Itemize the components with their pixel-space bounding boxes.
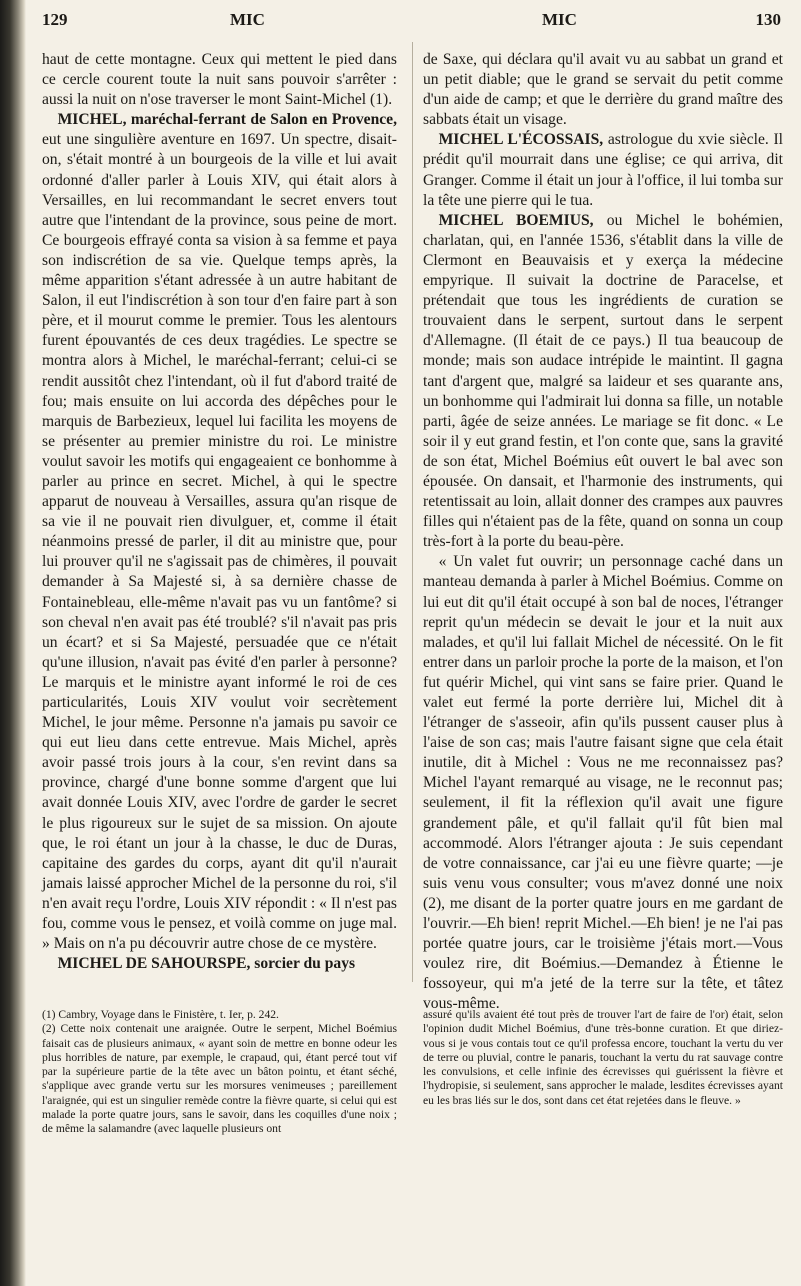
entry-text: eut une singulière aventure en 1697. Un spectre, disait-on, s'était montré à un bourgeois de la ville et lui avait ordonné d'aller parler à Louis XIV, qui était alors à Versailles, en lui recommandant le secret envers tout autre que l'intendant de la province, sous peine de mort. Ce bourgeois effrayé conta sa vision à sa femme et paya son indiscrétion de sa vie. Quelque temps après, la même apparition s'étant adressée à un autre habitant de Salon, il eut l'indiscrétion à son tour d'en faire part à son père, et il mourut comme le premier. Tous les alentours furent épouvantés de ces deux tragédies. Le spectre se montra alors à Michel, le maréchal-ferrant; celui-ci se rendit aussitôt chez l'intendant, où il fut d'abord traité de fou; mais ensuite on lui accorda des dépêches pour le marquis de Barbezieux, lequel lui facilita les moyens de se présenter au premier ministre du roi. Le ministre voulut savoir les motifs qui engageaient ce bonhomme à parler au prince en secret. Michel, à qui le spectre apparut de nouveau à Versailles, assura qu'an risque de sa vie il ne pouvait rien divulguer, et, comme il était néanmoins pressé de parler, il dit au ministre que, pour lui prouver qu'il ne s'agissait pas de chimères, il pouvait demander à Sa Majesté si, à sa dernière chasse de Fontainebleau, elle-même n'avait pas vu un fantôme? si son cheval n'en avait pas été troublé? s'il n'avait pas pris un écart? et si Sa Majesté, persuadée que ce n'était qu'une illusion, n'avait pas évité d'en parler à personne? Le marquis et le ministre ayant informé le roi de ces particularités, Louis XIV voulut voir secrètement Michel, le jour même. Personne n'a jamais pu savoir ce qui eut lieu dans cette entrevue. Mais Michel, après avoir passé trois jours à la cour, s'en revint dans sa province, chargé d'une bonne somme d'argent que lui avait donnée Louis XIV, avec l'ordre de garder le secret le plus rigoureux sur le sujet de sa mission. On ajoute que, le roi étant un jour à la chasse, le duc de Duras, capitaine des gardes du corps, ayant dit qu'il n'aurait jamais laissé approcher Michel de la personne du roi, s'il n'en avait reçu l'ordre, Louis XIV répondit : « Il n'est pas fou, comme vous le pensez, et voilà comme on juge mal. » Mais on n'a pu découvrir autre chose de ce mystère.	[42, 131, 397, 953]
entry-michel-boemius	[423, 211, 783, 553]
footnotes-right	[423, 1008, 783, 1108]
entry-text: ou Michel le bohémien, charlatan, qui, en l'année 1536, s'établit dans la ville de Clermont en Beauvaisis et y exerça la médecine empyrique. Il suivait la doctrine de Paracelse, et prétendait que tous les ingrédients de curation se trouvaient dans le serpent, surtout dans le serpent d'Allemagne. (Il était de ce pays.) Il tua beaucoup de monde; mais son audace intrépide le maintint. Il gagna tant d'argent que, malgré sa laideur et ses quarante ans, un bonhomme qui l'admirait lui donna sa fille, un notable parti, âgée de seize années. Le mariage se fit donc. « Le soir il y eut grand festin, et l'on conte que, sans la gravité de son état, Michel Boémius eût ouvert le bal avec son épousée. On dansait, et l'harmonie des instruments, qui retentissait au loin, allait donner des crampes aux pauvres filles qui n'étaient pas de la fête, quand on sonna un coup très-fort à la porte du beau-père.	[423, 211, 783, 551]
entry-heading: MICHEL L'ÉCOSSAIS,	[438, 131, 604, 149]
paragraph-text: « Un valet fut ouvrir; un personnage caché dans un manteau demanda à parler à Michel Boémius. Comme on lui eut dit qu'il était occupé à son bal de noces, l'étranger reprit qu'un médecin se devait le jour et la nuit aux malades, et qu'il lui fallait Michel de nécessité. On le fit entrer dans un parloir proche la porte de la maison, et l'on fut quérir Michel, qui vint sans se faire prier. Quand le valet eut fermé la porte derrière lui, Michel dit à l'étranger de s'asseoir, afin qu'ils pussent causer plus à l'aise de son cas; mais l'autre faisant signe que cela était inutile, dit à Michel : Vous ne me reconnaissez pas? Michel l'ayant remarqué au visage, ne le reconnut pas; seulement, il fit la réflexion qu'il avait une figure grandement pâle, et qu'il fallait qu'il fût bien mal accommodé. Alors l'étranger ajouta : Je suis cependant de votre connaissance, car j'ai eu une fièvre quarte; —je suis venu vous consulter; vous m'avez donné une noix (2), me disant de la porter quatre jours en me gardant de l'ouvrir.—Eh bien! reprit Michel.—Eh bien! je ne l'ai pas portée quatre jours, car le troisième j'étais mort.—Vous voulez rire, dit Boémius.—Demandez à Étienne le fossoyeur, qui m'a jeté de la terre sur la tête, et tâtez vous-même.	[423, 553, 783, 1013]
column-divider	[412, 42, 413, 982]
paragraph	[423, 552, 783, 1014]
guide-word-left: MIC	[230, 10, 265, 29]
footnote-2-continued: assuré qu'ils avaient été tout près de trouver l'art de faire de l'or) était, selon l'opinion dudit Michel Boémius, d'une très-bonne curation. Et que diriez-vous si je vous contais tout ce qu'il professa encore, touchant la vertu du ver de terre ou pluvial, contre le panaris, touchant la vertu du rat sauvage contre les convulsions, et celle infinie des écrevisses qui guérissent la fièvre et l'hydropisie, si seulement, sans approcher le malade, lesdites écrevisses ayant eu les bras liés sur le dos, sont dans cet état rejetées dans le fleuve. »	[423, 1008, 783, 1107]
book-binding-shadow	[0, 0, 26, 1286]
entry-heading: MICHEL, maréchal-ferrant de Salon en Provence,	[57, 111, 397, 129]
entry-michel-sahourspe	[42, 954, 397, 974]
entry-michel-marechal	[42, 110, 397, 954]
footnote-1: (1) Cambry, Voyage dans le Finistère, t. Ier, p. 242.	[42, 1008, 279, 1021]
entry-heading: MICHEL DE SAHOURSPE, sorcier du pays	[57, 955, 356, 973]
left-column	[42, 50, 397, 974]
footnotes-left	[42, 1008, 397, 1137]
page-number-left: 129	[42, 10, 68, 29]
page-number-right: 130	[755, 10, 781, 29]
entry-heading: MICHEL BOEMIUS,	[438, 211, 594, 229]
running-header	[42, 10, 781, 36]
guide-word-right: MIC	[542, 10, 577, 29]
right-column	[423, 50, 783, 1015]
entry-text: astrologue du xvie siècle. Il prédit qu'il mourrait dans une église; ce qui arriva, dit Granger. Comme il était un jour à l'office, il lui tomba sur la tête une pierre qui le tua.	[423, 131, 783, 209]
footnote-2: (2) Cette noix contenait une araignée. Outre le serpent, Michel Boémius faisait cas de plusieurs animaux, « ayant soin de mettre en bonne odeur les plus horribles de nature, par exemple, le crapaud, qui, étant percé tout vif par la supérieure partie de la tête avec un bâton pointu, et étant séché, s'applique avec grande vertu sur les morsures venimeuses ; pareillement l'araignée, qui est un singulier remède contre la fièvre quarte, si celui qui est malade la porte quatre jours, sans le savoir, dans les coquilles d'une noix ; de même la salamandre (avec laquelle plusieurs ont	[42, 1022, 397, 1136]
paragraph: haut de cette montagne. Ceux qui mettent le pied dans ce cercle courent toute la nuit sans pouvoir s'arrêter : aussi la nuit on n'ose traverser le mont Saint-Michel (1).	[42, 51, 397, 109]
paragraph: de Saxe, qui déclara qu'il avait vu au sabbat un grand et un petit diable; que le grand se servait du petit comme d'un aide de camp; et que le derrière du grand maître des sabbats était un visage.	[423, 51, 783, 129]
entry-michel-ecossais	[423, 130, 783, 210]
